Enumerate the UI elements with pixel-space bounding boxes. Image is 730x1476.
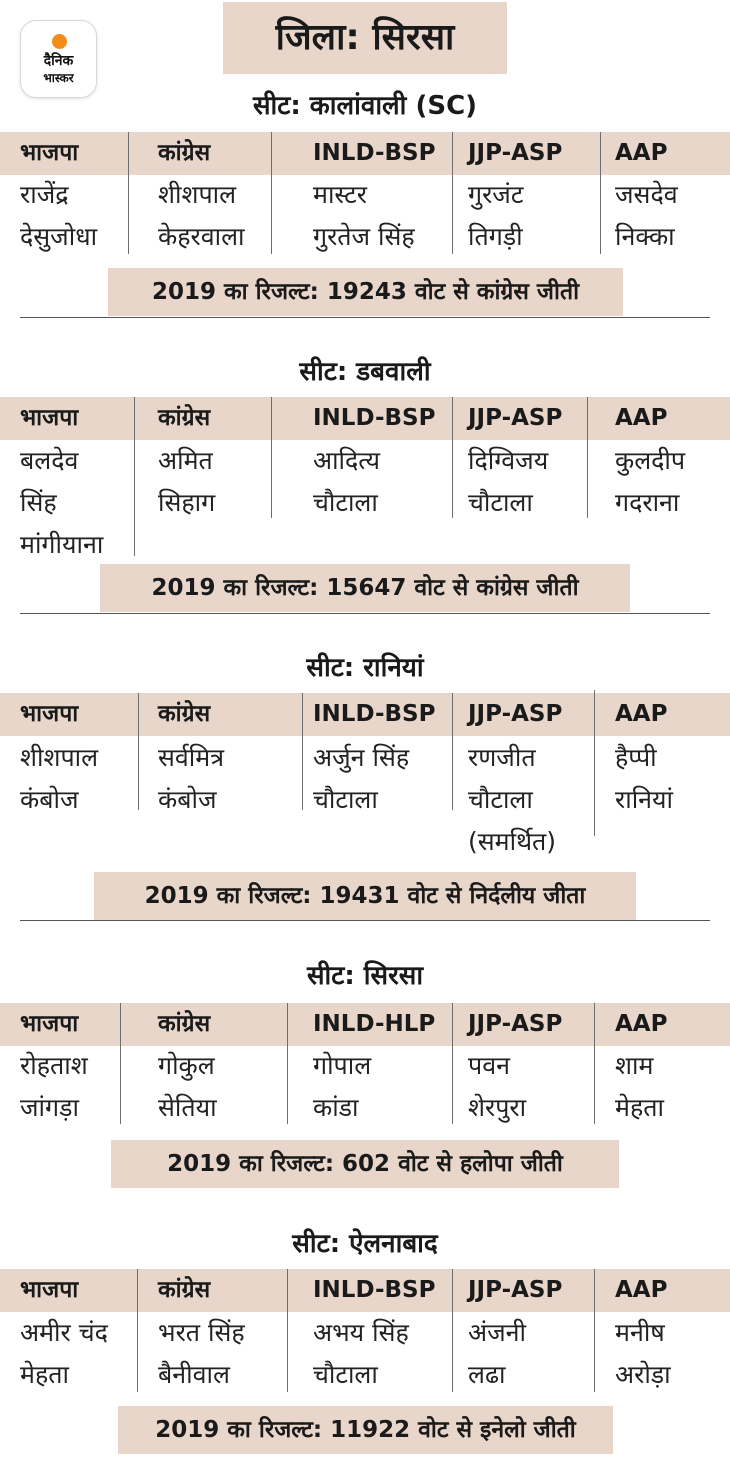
candidate-name: सिहाग [158,488,216,517]
candidate-name: निक्का [615,222,675,251]
candidate-name: जांगड़ा [20,1093,79,1122]
column-divider [287,1269,288,1392]
candidate-name: लढा [468,1360,506,1389]
party-header: कांग्रेस [158,1011,211,1037]
column-divider [302,693,303,810]
party-header: कांग्रेस [158,1277,211,1303]
candidate-name: केहरवाला [158,222,245,251]
column-divider [120,1003,121,1124]
candidate-name: रानियां [615,785,674,814]
seat-title: सीट: कालांवाली (SC) [252,91,478,121]
column-divider [452,132,453,254]
sun-icon [52,34,67,49]
candidate-name: चौटाला [313,785,378,814]
result-2019-banner: 2019 का रिजल्ट: 602 वोट से हलोपा जीती [111,1140,619,1188]
section-divider [20,920,710,921]
result-2019-banner: 2019 का रिजल्ट: 19431 वोट से निर्दलीय जीता [94,872,636,920]
result-2019-banner: 2019 का रिजल्ट: 11922 वोट से इनेलो जीती [118,1406,613,1454]
candidate-name: शीशपाल [20,743,99,772]
column-divider [587,397,588,518]
party-header: JJP-ASP [468,1277,563,1303]
candidate-name: बलदेव [20,446,79,475]
candidate-name: कंबोज [20,785,79,814]
candidate-name: चौटाला [313,488,378,517]
candidate-name: अमीर चंद [20,1318,108,1347]
column-divider [594,1003,595,1124]
section-divider [20,613,710,614]
result-2019-banner: 2019 का रिजल्ट: 19243 वोट से कांग्रेस जीती [108,268,623,316]
logo-text-line1: दैनिक [43,53,74,69]
logo-text-line2: भास्कर [43,71,74,85]
candidate-name: मेहता [20,1360,69,1389]
party-header: JJP-ASP [468,405,563,431]
column-divider [138,693,139,810]
candidate-name: रोहताश [20,1051,88,1080]
column-divider [452,693,453,810]
candidate-name: कांडा [313,1093,359,1122]
candidate-name: पवन [468,1051,510,1080]
candidate-name: गुरजंट [468,180,524,209]
column-divider [271,132,272,254]
column-divider [594,690,595,836]
candidate-name: सिंह [20,488,57,517]
candidate-name: अमित [158,446,213,475]
column-divider [134,397,135,556]
candidate-name: शेरपुरा [468,1093,527,1122]
column-divider [128,132,129,254]
party-header: भाजपा [20,1277,79,1303]
candidate-name: चौटाला [468,488,533,517]
party-header: भाजपा [20,1011,79,1037]
candidate-name: चौटाला [468,785,533,814]
party-header: भाजपा [20,140,79,166]
candidate-name: गदराना [615,488,680,517]
party-header: INLD-BSP [313,701,436,727]
candidate-name: जसदेव [615,180,678,209]
seat-title: सीट: रानियां [306,653,424,683]
column-divider [452,1003,453,1124]
seat-title: सीट: ऐलनाबाद [292,1229,438,1259]
party-header: INLD-HLP [313,1011,436,1037]
district-title: जिला: सिरसा [223,2,507,74]
candidate-name: (समर्थित) [468,827,557,856]
party-header: INLD-BSP [313,405,436,431]
party-header: AAP [615,701,668,727]
candidate-name: कुलदीप [615,446,686,475]
candidate-name: अरोड़ा [615,1360,671,1389]
candidate-name: राजेंद्र [20,180,69,209]
column-divider [452,1269,453,1392]
party-header: भाजपा [20,701,79,727]
column-divider [137,1269,138,1392]
party-header: INLD-BSP [313,140,436,166]
result-2019-banner: 2019 का रिजल्ट: 15647 वोट से कांग्रेस जीती [100,564,630,612]
candidate-name: अभय सिंह [313,1318,409,1347]
party-header: INLD-BSP [313,1277,436,1303]
party-header: AAP [615,1011,668,1037]
candidate-name: मनीष [615,1318,665,1347]
party-header: कांग्रेस [158,701,211,727]
candidate-name: बैनीवाल [158,1360,230,1389]
candidate-name: चौटाला [313,1360,378,1389]
candidate-name: गुरतेज सिंह [313,222,415,251]
candidate-name: शीशपाल [158,180,237,209]
candidate-name: अर्जुन सिंह [313,743,410,772]
seat-title: सीट: डबवाली [299,357,431,387]
party-header: कांग्रेस [158,405,211,431]
column-divider [287,1003,288,1124]
party-header: JJP-ASP [468,701,563,727]
candidate-name: भरत सिंह [158,1318,245,1347]
party-header: AAP [615,405,668,431]
section-divider [20,317,710,318]
candidate-name: सर्वमित्र [158,743,225,772]
candidate-name: गोपाल [313,1051,372,1080]
candidate-name: अंजनी [468,1318,527,1347]
party-header: JJP-ASP [468,140,563,166]
candidate-name: देसुजोधा [20,222,98,251]
candidate-name: गोकुल [158,1051,215,1080]
candidate-name: तिगड़ी [468,222,523,251]
candidate-name: हैप्पी [615,743,657,772]
seat-title: सीट: सिरसा [306,961,424,991]
party-header: JJP-ASP [468,1011,563,1037]
party-header: भाजपा [20,405,79,431]
party-header: AAP [615,140,668,166]
column-divider [452,397,453,518]
candidate-name: कंबोज [158,785,217,814]
candidate-name: मेहता [615,1093,664,1122]
party-header: कांग्रेस [158,140,211,166]
candidate-name: मास्टर [313,180,367,209]
column-divider [600,132,601,254]
party-header: AAP [615,1277,668,1303]
candidate-name: सेतिया [158,1093,217,1122]
candidate-name: मांगीयाना [20,530,104,559]
candidate-name: आदित्य [313,446,381,475]
column-divider [271,397,272,518]
candidate-name: शाम [615,1051,654,1080]
candidate-name: रणजीत [468,743,536,772]
candidate-name: दिग्विजय [468,446,549,475]
column-divider [594,1269,595,1392]
